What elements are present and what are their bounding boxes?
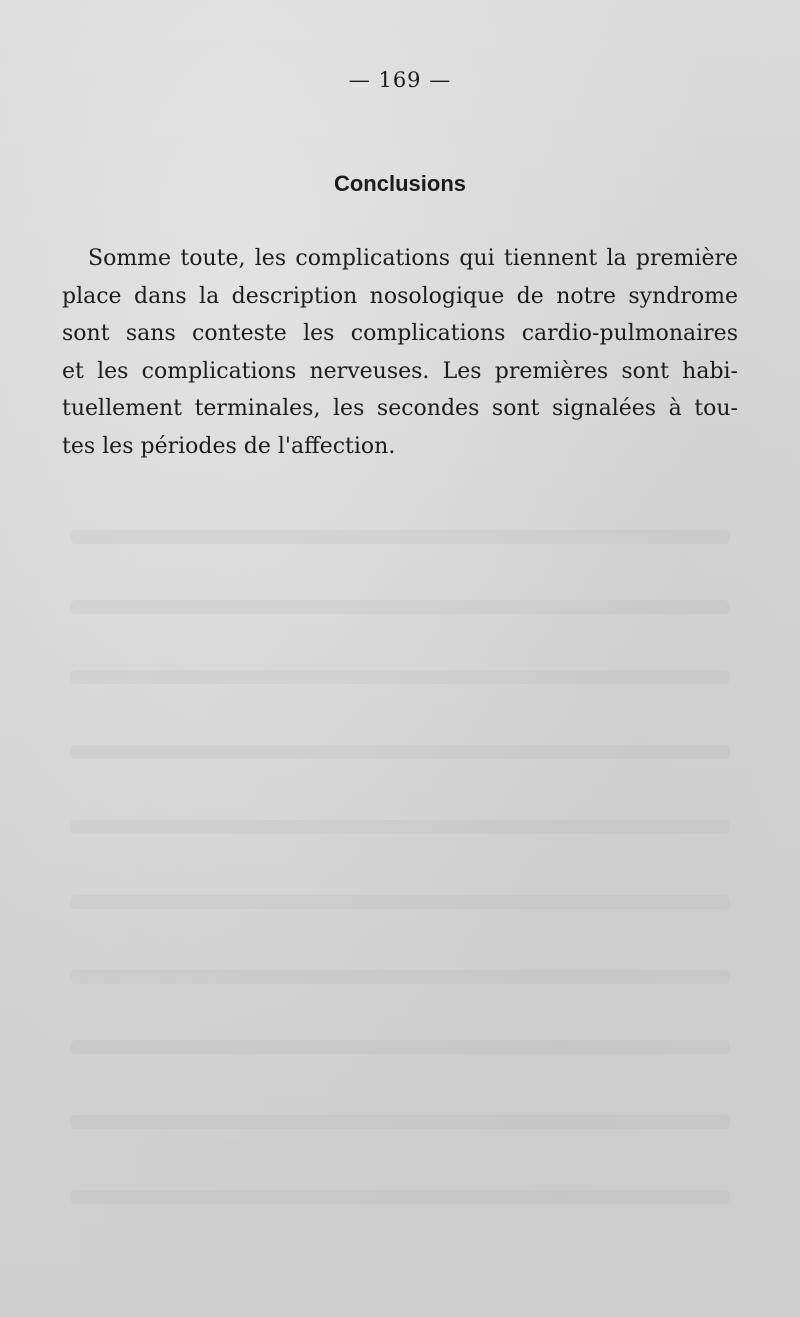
body-paragraph <box>62 240 738 465</box>
bleed-through-line <box>70 1115 730 1129</box>
paragraph-line: et les complications nerveuses. Les premières sont habi- <box>62 358 738 384</box>
bleed-through-line <box>70 1190 730 1204</box>
bleed-through-line <box>70 745 730 759</box>
paragraph-line: sont sans conteste les complications cardio-pulmonaires <box>62 321 738 346</box>
bleed-through-line <box>70 670 730 684</box>
bleed-through-line <box>70 1040 730 1054</box>
paragraph-line: tes les périodes de l'affection. <box>62 433 396 459</box>
paragraph-line: tuellement terminales, les secondes sont signalées à tou- <box>62 396 738 421</box>
bleed-through-line <box>70 600 730 614</box>
bleed-through-line <box>70 530 730 544</box>
bleed-through-line <box>70 820 730 834</box>
paragraph-line: place dans la description nosologique de notre syndrome <box>62 283 738 309</box>
bleed-through-line <box>70 895 730 909</box>
bleed-through-line <box>70 970 730 984</box>
paragraph-line: Somme toute, les complications qui tiennent la première <box>88 246 738 271</box>
section-heading: Conclusions <box>333 171 466 196</box>
page-number: — 169 — <box>348 68 452 92</box>
